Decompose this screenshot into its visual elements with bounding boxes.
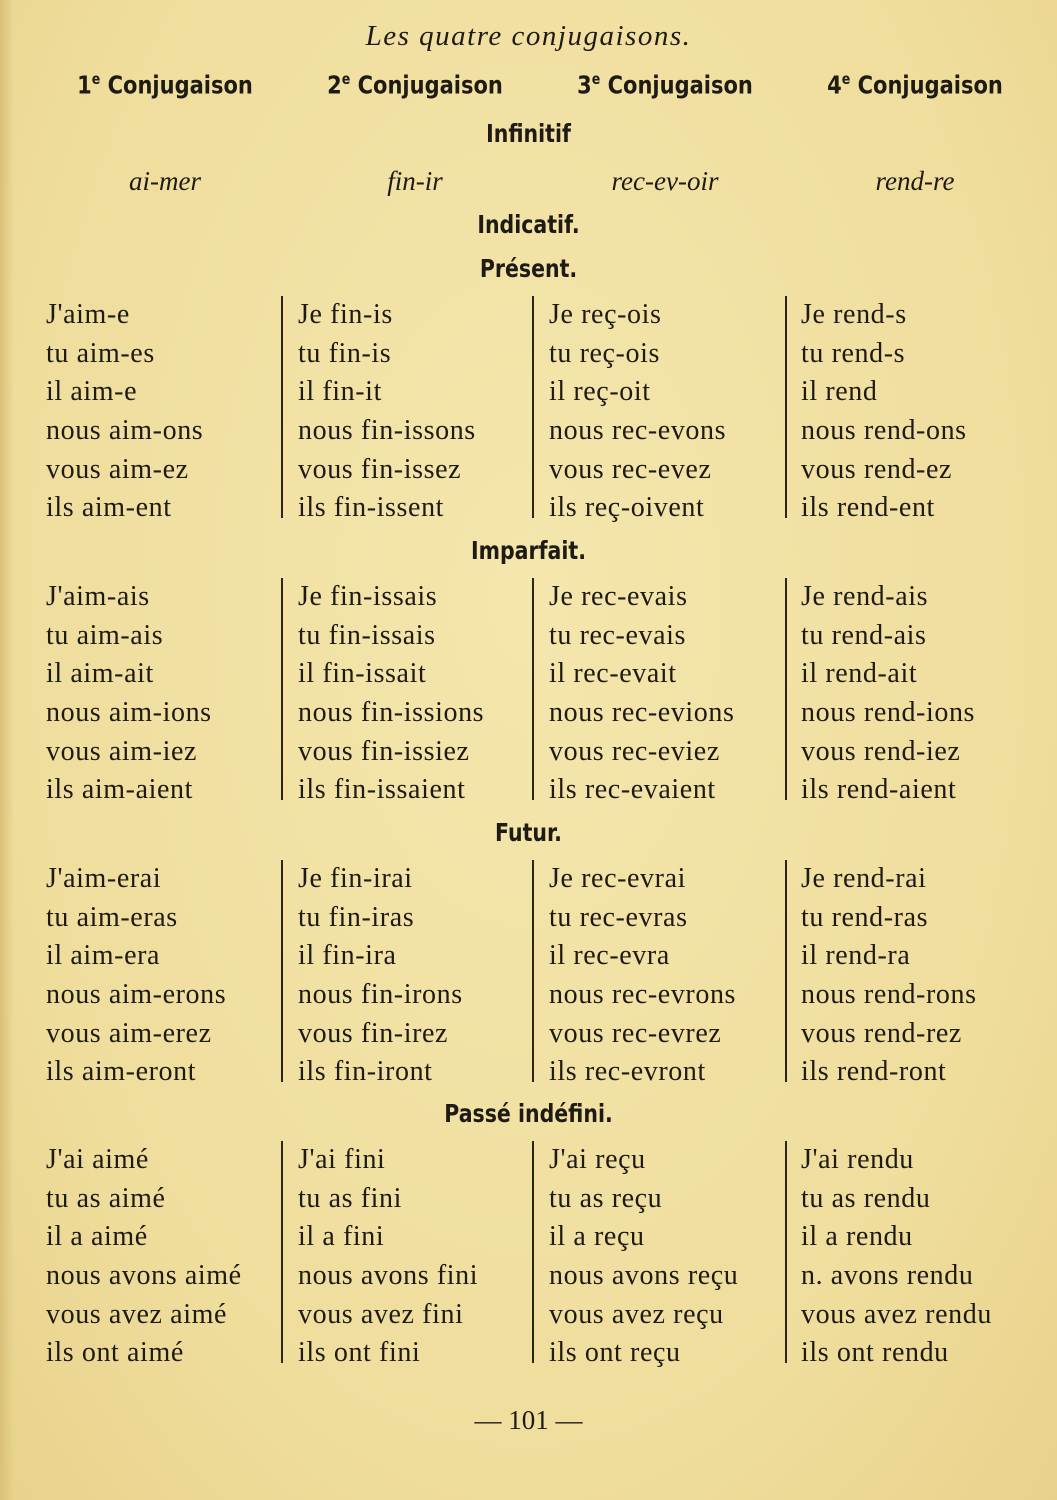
conjugation-column-3: [532, 578, 735, 806]
tense-heading: Futur.: [495, 818, 562, 847]
conjugation-line: vous rend-iez: [801, 735, 961, 767]
conjugation-line: tu rend-ais: [801, 619, 927, 651]
conjugation-line: tu aim-eras: [46, 901, 178, 933]
conjugation-column-3: [532, 1141, 739, 1369]
conjugation-line: il aim-e: [46, 376, 138, 408]
conjugation-line: tu fin-iras: [298, 901, 415, 933]
conjugation-line: ils reç-oivent: [549, 492, 705, 524]
infinitif-form: rec-ev-oir: [611, 166, 719, 196]
conjugation-line: J'ai rendu: [801, 1144, 914, 1175]
conjugation-line: il rend: [801, 376, 878, 408]
conjugation-line: tu rend-s: [801, 337, 906, 369]
conjugation-line: il rec-evra: [549, 940, 670, 972]
conjugation-line: vous rend-ez: [801, 453, 953, 485]
conjugation-line: il fin-issait: [298, 658, 427, 690]
conjugation-line: ils fin-iront: [298, 1056, 433, 1088]
conjugation-line: nous rend-ons: [801, 415, 967, 447]
conjugation-line: Je rend-s: [801, 299, 907, 330]
conjugation-line: il reç-oit: [549, 376, 651, 408]
conjugation-line: vous rec-evez: [549, 453, 712, 485]
infinitif-heading: Infinitif: [486, 119, 571, 148]
conjugation-line: vous rec-evrez: [549, 1017, 722, 1049]
conjugation-line: vous fin-irez: [298, 1017, 449, 1049]
conjugation-column-1: [46, 578, 212, 808]
conjugation-line: ils rend-aient: [801, 774, 957, 806]
conjugation-line: tu rec-evais: [549, 619, 687, 651]
conjugation-line: ils aim-ent: [46, 492, 172, 524]
conjugation-line: il aim-era: [46, 940, 161, 972]
conjugation-line: ils ont rendu: [801, 1337, 949, 1369]
conjugation-line: vous aim-ez: [46, 453, 189, 485]
conjugation-line: Je fin-issais: [298, 581, 438, 612]
conjugation-line: nous rec-evions: [549, 697, 735, 729]
conjugation-column-4: [785, 1141, 992, 1369]
conjugation-line: Je rec-evrai: [549, 863, 686, 894]
conjugation-line: ils rend-ront: [801, 1056, 947, 1088]
conjugation-line: nous avons reçu: [549, 1260, 739, 1292]
conjugation-line: ils fin-issaient: [298, 774, 466, 806]
conjugation-line: nous avons fini: [298, 1260, 479, 1292]
indicatif-heading: Indicatif.: [477, 210, 580, 239]
conjugation-line: tu as rendu: [801, 1182, 931, 1214]
conjugation-line: J'ai fini: [298, 1144, 386, 1175]
conjugation-line: vous fin-issez: [298, 453, 462, 485]
conjugation-column-3: [532, 860, 737, 1088]
conjugation-line: nous avons aimé: [46, 1260, 242, 1292]
conjugation-line: ils rec-evront: [549, 1056, 706, 1088]
conjugation-line: ils ont fini: [298, 1337, 421, 1369]
conjugation-line: il fin-ira: [298, 940, 397, 972]
conjugation-line: nous rend-rons: [801, 979, 977, 1011]
conjugation-column-4: [785, 578, 976, 806]
conjugation-line: ils aim-eront: [46, 1056, 197, 1088]
conjugation-line: il rend-ait: [801, 658, 918, 690]
conjugation-column-1: [46, 1141, 242, 1371]
conjugation-line: il a aimé: [46, 1221, 148, 1253]
conjugation-line: nous aim-ons: [46, 415, 204, 447]
tense-block: [0, 578, 1057, 808]
tense-block: [0, 296, 1057, 526]
conjugation-line: vous avez rendu: [801, 1298, 992, 1330]
conjugation-line: il fin-it: [298, 376, 382, 408]
conjugation-column-2: [281, 860, 463, 1088]
conjugation-line: n. avons rendu: [801, 1260, 974, 1292]
tense-heading: Présent.: [479, 254, 578, 283]
conjugation-column-2: [281, 1141, 479, 1369]
conjugation-line: Je rend-rai: [801, 863, 927, 894]
conjugation-line: nous rend-ions: [801, 697, 976, 729]
conjugation-header-2: 2e Conjugaison: [327, 70, 503, 100]
conjugation-line: Je rec-evais: [549, 581, 688, 612]
conjugation-line: Je rend-ais: [801, 581, 929, 612]
conjugation-line: vous aim-erez: [46, 1017, 212, 1049]
conjugation-line: vous avez aimé: [46, 1298, 227, 1330]
conjugation-line: ils ont reçu: [549, 1337, 681, 1369]
conjugation-line: Je fin-irai: [298, 863, 413, 894]
infinitif-form: ai-mer: [129, 166, 201, 196]
conjugation-column-1: [46, 296, 203, 526]
conjugation-line: vous avez fini: [298, 1298, 464, 1330]
conjugation-line: il a rendu: [801, 1221, 913, 1253]
tense-block: [0, 1141, 1057, 1371]
tense-block: [0, 860, 1057, 1090]
conjugation-line: nous aim-ions: [46, 697, 212, 729]
conjugation-column-2: [281, 578, 485, 806]
conjugation-line: il rec-evait: [549, 658, 677, 690]
conjugation-line: ils aim-aient: [46, 774, 193, 806]
running-title: Les quatre conjugaisons.: [365, 20, 692, 52]
conjugation-line: il aim-ait: [46, 658, 154, 690]
conjugation-column-3: [532, 296, 727, 524]
conjugation-line: J'ai reçu: [549, 1144, 646, 1175]
infinitif-form: rend-re: [875, 166, 955, 196]
conjugation-column-4: [785, 296, 967, 524]
conjugation-line: tu rend-ras: [801, 901, 929, 933]
conjugation-line: tu as aimé: [46, 1182, 166, 1214]
conjugation-line: vous avez reçu: [549, 1298, 724, 1330]
conjugation-line: tu as reçu: [549, 1182, 663, 1214]
conjugation-line: nous fin-irons: [298, 979, 463, 1011]
conjugation-line: nous aim-erons: [46, 979, 227, 1011]
conjugation-column-2: [281, 296, 476, 524]
conjugation-header-4: 4e Conjugaison: [827, 70, 1003, 100]
conjugation-line: tu reç-ois: [549, 337, 660, 369]
page-number: — 101 —: [474, 1405, 583, 1435]
conjugation-line: nous fin-issons: [298, 415, 476, 447]
conjugation-line: J'aim-e: [46, 299, 130, 330]
conjugation-line: tu as fini: [298, 1182, 402, 1214]
conjugation-line: J'aim-erai: [46, 863, 162, 894]
conjugation-line: ils fin-issent: [298, 492, 445, 524]
conjugation-line: tu aim-ais: [46, 619, 164, 651]
conjugation-line: il rend-ra: [801, 940, 911, 972]
tense-heading: Passé indéfini.: [444, 1099, 613, 1128]
conjugation-line: J'aim-ais: [46, 581, 150, 612]
conjugation-line: vous rec-eviez: [549, 735, 720, 767]
conjugation-line: nous fin-issions: [298, 697, 485, 729]
conjugation-line: nous rec-evons: [549, 415, 727, 447]
conjugation-line: vous aim-iez: [46, 735, 198, 767]
conjugation-headers: [40, 70, 1040, 99]
conjugation-line: ils ont aimé: [46, 1337, 184, 1369]
conjugation-line: tu fin-is: [298, 337, 392, 369]
conjugation-column-1: [46, 860, 226, 1090]
conjugation-header-3: 3e Conjugaison: [577, 70, 753, 100]
infinitif-forms: [40, 166, 1040, 197]
conjugation-header-1: 1e Conjugaison: [77, 70, 253, 100]
conjugation-line: tu aim-es: [46, 337, 155, 369]
conjugation-line: Je reç-ois: [549, 299, 662, 330]
conjugation-line: ils rend-ent: [801, 492, 935, 524]
infinitif-form: fin-ir: [387, 166, 443, 196]
conjugation-line: il a fini: [298, 1221, 385, 1253]
conjugation-line: il a reçu: [549, 1221, 645, 1253]
tense-heading: Imparfait.: [471, 536, 586, 565]
conjugation-line: tu rec-evras: [549, 901, 688, 933]
conjugation-line: vous rend-rez: [801, 1017, 962, 1049]
conjugation-line: ils rec-evaient: [549, 774, 716, 806]
conjugation-column-4: [785, 860, 977, 1088]
conjugation-line: tu fin-issais: [298, 619, 436, 651]
conjugation-line: J'ai aimé: [46, 1144, 149, 1175]
conjugation-line: vous fin-issiez: [298, 735, 470, 767]
conjugation-line: Je fin-is: [298, 299, 393, 330]
conjugation-line: nous rec-evrons: [549, 979, 737, 1011]
